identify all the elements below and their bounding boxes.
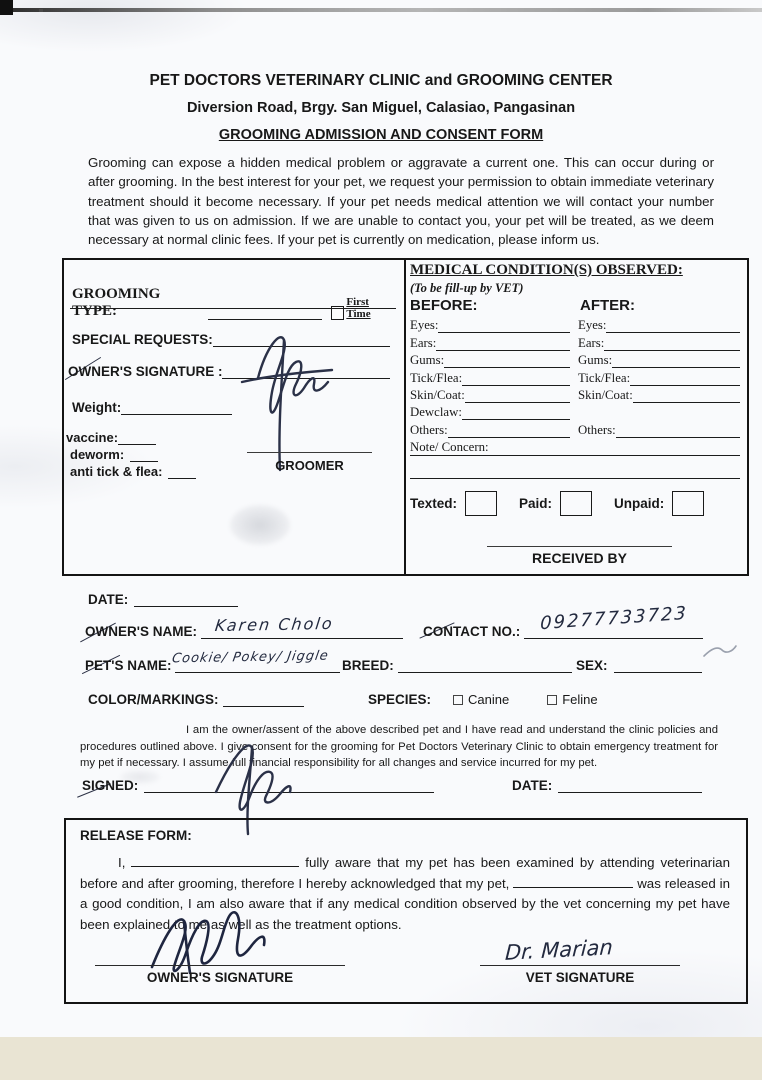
contact-no-label: CONTACT NO.: [423,624,521,639]
after-column [578,316,740,438]
after-eyes-field [578,316,740,333]
before-skincoat-field [410,386,570,403]
weight-row [72,400,232,415]
note-concern-row [410,438,570,455]
before-label: BEFORE: [410,297,478,314]
contact-no-handwriting: 09277733723 [539,602,689,635]
texted-checkbox [465,491,497,516]
scan-dot-artifact [39,9,43,12]
deworm-line [130,461,158,462]
fill-line [616,437,740,438]
owners-name-line [201,638,403,639]
pets-name-line [175,672,340,673]
weight-label: Weight: [72,400,122,415]
breed-row [342,658,572,673]
field-label: Skin/Coat: [578,387,633,402]
field-label: Gums: [410,353,445,368]
after-label: AFTER: [580,297,635,314]
species-row [368,692,598,707]
breed-line [398,672,572,673]
owner-signature-scribble [228,318,348,478]
clinic-address: Diversion Road, Brgy. San Miguel, Calasiao, Pangasinan [186,100,576,116]
release-text-1: I, [118,855,126,870]
species-feline-option [547,692,597,707]
owners-name-label: OWNER'S NAME: [85,624,197,639]
release-blank-pet [513,874,633,888]
scanner-background [0,1037,762,1080]
field-label: Skin/Coat: [410,387,465,402]
medical-subtitle: (To be fill-up by VET) [410,281,524,295]
fill-line [633,402,740,403]
fill-line [606,332,740,333]
intro-paragraph: Grooming can expose a hidden medical problem or aggravate a current one. This can occur during or after grooming. In the best interest for your pet, we request your permission to obtain immediate veterinary treatment should it become necessary. If your pet needs medical attention we will contact your number that was given to us on admission. If we are unable to contact you, your pet will be treated, as we deem necessary at normal clinic fees. If your pet is currently on medication, please inform us. [88,155,714,248]
feline-label: Feline [562,692,598,707]
contact-no-line [524,638,703,639]
field-label: Ears: [410,335,437,350]
field-label: Gums: [578,353,613,368]
date-line [134,606,238,607]
spacer-row [578,403,740,420]
vet-signature-caption: VET SIGNATURE [525,970,635,985]
medical-title: MEDICAL CONDITION(S) OBSERVED: [410,262,683,278]
release-text-2: fully aware that my pet has been examined by attending veterinarian before and after grooming, therefore I hereby acknowledged that my pet, [80,855,730,891]
grooming-type-label: GROOMING TYPE: [72,286,161,319]
consent-date-row [512,778,702,793]
after-tickflea-field [578,368,740,385]
note-concern-label: Note/ Concern: [410,440,489,455]
groomer-label: GROOMER [275,458,344,473]
field-label: Tick/Flea: [578,370,631,385]
pets-name-label: PET'S NAME: [85,658,172,673]
unpaid-checkbox [672,491,704,516]
grooming-type-row [72,286,394,320]
fill-line [465,402,570,403]
anti-tick-flea-row [70,464,196,479]
consent-date-label: DATE: [512,778,553,793]
fill-line [438,332,570,333]
release-blank-name [131,853,299,867]
sex-line [614,672,702,673]
deworm-label: deworm: [70,447,125,462]
fill-line [448,437,570,438]
field-label: Eyes: [410,318,439,333]
canine-checkbox [453,695,463,705]
field-label: Ears: [578,335,605,350]
anti-tick-flea-line [168,478,196,479]
fill-line [462,385,570,386]
special-requests-label: SPECIAL REQUESTS: [72,332,213,347]
consent-date-line [558,792,702,793]
release-form-title: RELEASE FORM: [80,828,192,843]
before-others-field [410,420,570,437]
consent-paragraph: I am the owner/assent of the above described pet and I have read and understand the clinic policies and procedures outlined above. I give consent for the grooming for Pet Doctors Veterinary Clinic to obtain emergency treatment for my pet if necessary. I assume full financial responsibility for all changes and service incurred for my pet. [80,724,718,770]
feline-checkbox [547,695,557,705]
first-time-label: First Time [346,296,371,320]
before-gums-field [410,351,570,368]
groomer-line [247,452,372,453]
fill-line [444,367,570,368]
field-label: Others: [410,422,448,437]
date-label: DATE: [88,592,129,607]
anti-tick-flea-label: anti tick & flea: [70,464,163,479]
fill-line [630,385,740,386]
owners-name-handwriting: Karen Cholo [213,613,335,636]
vaccine-line [118,444,156,445]
before-ears-field [410,333,570,350]
vet-signature-line [480,965,680,966]
owners-signature-label: OWNER'S SIGNATURE : [68,364,223,379]
field-label: Tick/Flea: [410,370,463,385]
vaccine-label: vaccine: [66,430,119,445]
owner-signature-caption: OWNER'S SIGNATURE [146,970,294,985]
canine-label: Canine [468,692,510,707]
sex-label: SEX: [576,658,608,673]
fill-line [436,350,570,351]
form-title: GROOMING ADMISSION AND CONSENT FORM [218,127,544,143]
note-line-1 [410,455,740,456]
breed-label: BREED: [342,658,394,673]
texted-label: Texted: [410,496,458,511]
clinic-name: PET DOCTORS VETERINARY CLINIC and GROOMING CENTER [149,72,613,89]
field-label: Others: [578,422,616,437]
after-ears-field [578,333,740,350]
received-by-label: RECEIVED BY [532,550,627,566]
color-markings-label: COLOR/MARKINGS: [88,692,219,707]
release-text-3: was released in a good condition, I am also aware that if any medical condition observed by the vet concerning my pet have been explained to me as well as the treatment options. [80,875,731,932]
paid-checkbox [560,491,592,516]
color-markings-line [223,706,305,707]
note-line-2 [410,478,740,479]
panel-divider [404,260,406,574]
pets-name-handwriting: Cookie/ Pokey/ Jiggle [170,648,330,667]
after-gums-field [578,351,740,368]
scan-edge-artifact [0,8,762,12]
sex-row [576,658,702,673]
owner-final-signature-scribble [130,895,290,980]
fill-line [604,350,740,351]
received-by-line [487,546,672,547]
owner-signature-line [95,965,345,966]
payment-status-row [410,491,704,516]
vaccine-row [66,430,156,445]
before-column [410,316,570,455]
vet-signature-handwriting: Dr. Marian [504,935,614,965]
paid-label: Paid: [519,496,553,511]
species-label: SPECIES: [368,692,432,707]
signed-label: SIGNED: [82,778,139,793]
before-dewclaw-field [410,403,570,420]
stray-pen-mark [700,640,740,662]
before-eyes-field [410,316,570,333]
weight-line [121,414,232,415]
unpaid-label: Unpaid: [614,496,665,511]
species-canine-option [453,692,509,707]
field-label: Eyes: [578,318,607,333]
scan-corner-artifact [0,0,13,15]
field-label: Dewclaw: [410,405,462,420]
color-markings-row [88,692,304,707]
deworm-row [70,447,158,462]
fill-line [612,367,740,368]
after-skincoat-field [578,386,740,403]
date-row [88,592,238,607]
grooming-type-line-2 [70,308,396,309]
after-others-field [578,420,740,437]
before-tickflea-field [410,368,570,385]
fill-line [462,419,570,420]
